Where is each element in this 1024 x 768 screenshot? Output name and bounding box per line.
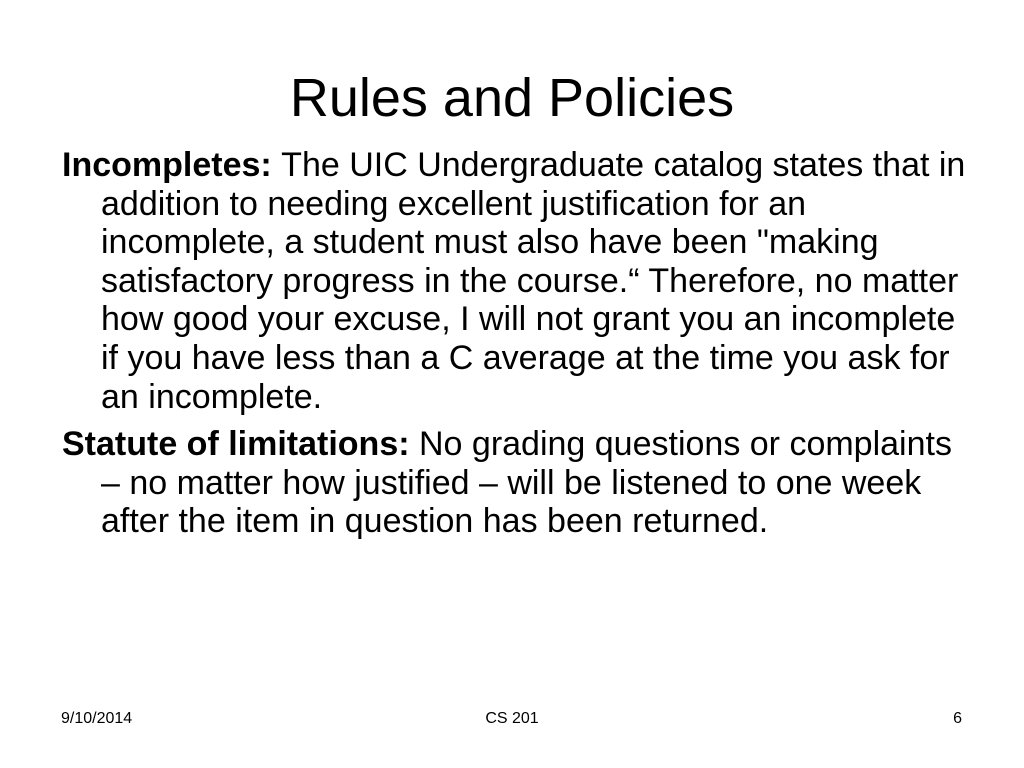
footer-course: CS 201 <box>485 710 539 727</box>
paragraph-statute-of-limitations <box>62 425 967 541</box>
paragraph-text: No grading questions or complaints – no matter how justified – will be listened to one week after the item in question has been returned. <box>101 425 952 541</box>
footer-page-number: 6 <box>953 710 962 727</box>
paragraph-lead: Incompletes: <box>62 146 282 184</box>
footer-date: 9/10/2014 <box>61 710 133 727</box>
slide-title: Rules and Policies <box>289 68 735 128</box>
paragraph-text: The UIC Undergraduate catalog states that in addition to needing excellent justification for an incomplete, a student must also have been "making satisfactory progress in the course.“ Therefore, no matter how good your excuse, I will not grant you an incomplete if you have less than a C average at the time you ask for an incomplete. <box>101 146 966 416</box>
paragraph-lead: Statute of limitations: <box>62 425 419 464</box>
paragraph-incompletes <box>62 146 967 416</box>
slide-body <box>62 146 967 550</box>
